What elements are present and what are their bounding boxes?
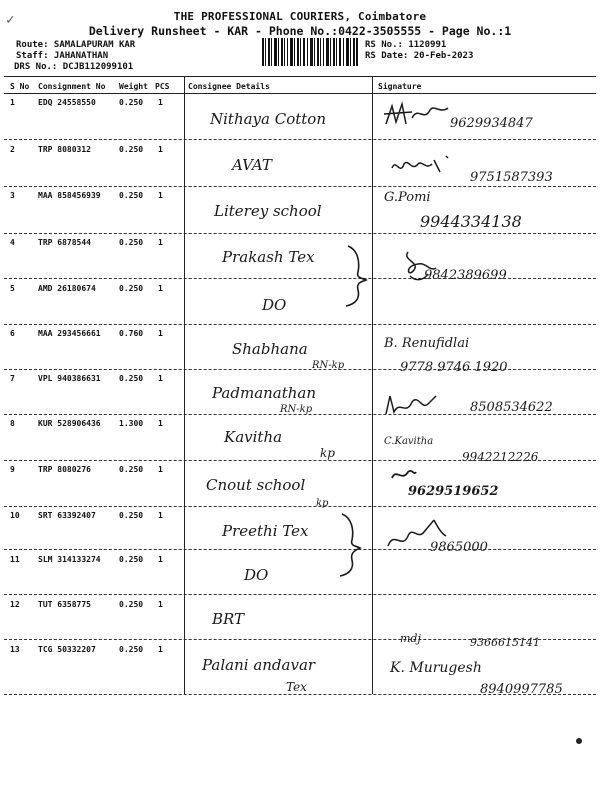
row-11-sno: 11 [10, 555, 20, 564]
row-7-sno: 7 [10, 374, 15, 383]
row-7-note: RN-kp [280, 404, 313, 415]
signature-scribble-4 [400, 246, 440, 286]
row-8-note: kp [320, 446, 335, 460]
row-3-consignment: MAA 858456939 [38, 191, 101, 200]
row-2-consignee: AVAT [232, 156, 272, 174]
row-13-weight: 0.250 [119, 645, 144, 654]
row-12-consignment: TUT 6358775 [38, 600, 91, 609]
row-12-consignee: BRT [212, 610, 245, 628]
row-6-sno: 6 [10, 329, 15, 338]
row-8-signature: C.Kavitha [384, 436, 434, 447]
row-13-sno: 13 [10, 645, 20, 654]
row-12-sno: 12 [10, 600, 20, 609]
row-5-pcs: 1 [158, 284, 163, 293]
row-9-pcs: 1 [158, 465, 163, 474]
consignee-column-divider [184, 76, 185, 694]
row-10-divider [4, 549, 596, 550]
row-4-consignee: Prakash Tex [222, 248, 315, 266]
row-8-divider [4, 460, 596, 461]
row-7-divider [4, 414, 596, 415]
table-header-border [4, 93, 596, 94]
row-11-weight: 0.250 [119, 555, 144, 564]
row-1-weight: 0.250 [119, 98, 144, 107]
row-4-phone: 9842389699 [424, 268, 507, 283]
row-6-consignee: Shabhana [232, 340, 308, 358]
row-4-pcs: 1 [158, 238, 163, 247]
row-12-weight: 0.250 [119, 600, 144, 609]
row-10-consignee: Preethi Tex [222, 522, 309, 540]
row-2-pcs: 1 [158, 145, 163, 154]
row-4-weight: 0.250 [119, 238, 144, 247]
row-8-sno: 8 [10, 419, 15, 428]
company-title: THE PROFESSIONAL COURIERS, Coimbatore [173, 10, 427, 23]
row-4-divider [4, 278, 596, 279]
row-9-consignee: Cnout school [206, 476, 306, 494]
row-7-consignment: VPL 940386631 [38, 374, 101, 383]
col-consignee: Consignee Details [188, 82, 270, 91]
row-3-divider [4, 233, 596, 234]
row-3-phone: 9944334138 [420, 212, 522, 231]
row-11-consignee: DO [244, 566, 269, 584]
row-13-consignment: TCG 50332207 [38, 645, 96, 654]
row-10-consignment: SRT 63392407 [38, 511, 96, 520]
runsheet-subtitle: Delivery Runsheet - KAR - Phone No.:0422-3505555 - Page No.:1 [88, 24, 512, 38]
drs-number: DRS No.: DCJB112099101 [14, 62, 134, 72]
row-6-note: RN-kp [312, 360, 345, 371]
col-sno: S No [10, 82, 30, 91]
row-10-weight: 0.250 [119, 511, 144, 520]
row-2-phone: 9751587393 [470, 170, 553, 185]
row-1-pcs: 1 [158, 98, 163, 107]
rs-date: RS Date: 20-Feb-2023 [365, 51, 474, 61]
row-3-signature: G.Pomi [384, 190, 431, 205]
row-10-sno: 10 [10, 511, 20, 520]
row-5-consignment: AMD 26180674 [38, 284, 96, 293]
footer-dot [576, 738, 582, 744]
row-9-phone: 9629519652 [408, 484, 499, 499]
row-3-pcs: 1 [158, 191, 163, 200]
row-8-weight: 1.300 [119, 419, 144, 428]
row-8-phone: 9942212226 [462, 450, 539, 464]
signature-column-divider [372, 76, 373, 694]
row-2-sno: 2 [10, 145, 15, 154]
row-1-phone: 9629934847 [450, 116, 533, 131]
col-weight: Weight [119, 82, 148, 91]
row-3-consignee: Literey school [214, 202, 322, 220]
signature-scribble-1 [382, 100, 452, 132]
row-13-phone: 8940997785 [480, 682, 563, 697]
signature-scribble-7 [382, 390, 442, 420]
row-3-sno: 3 [10, 191, 15, 200]
row-5-divider [4, 324, 596, 325]
row-12-phone: 9366615141 [470, 636, 540, 649]
row-13-divider [4, 694, 596, 695]
row-10-pcs: 1 [158, 511, 163, 520]
row-11-pcs: 1 [158, 555, 163, 564]
row-10-phone: 9865000 [430, 540, 488, 555]
row-8-consignee: Kavitha [224, 428, 283, 446]
row-13-pcs: 1 [158, 645, 163, 654]
row-6-weight: 0.760 [119, 329, 144, 338]
bracket-mark-2 [338, 512, 362, 578]
row-9-divider [4, 506, 596, 507]
row-4-sno: 4 [10, 238, 15, 247]
row-13-consignee: Palani andavar [202, 656, 316, 674]
row-5-consignee: DO [262, 296, 287, 314]
col-pcs: PCS [155, 82, 170, 91]
row-6-signature: B. Renufidlai [384, 336, 470, 351]
margin-tick-mark: ✓ [6, 12, 15, 28]
row-9-consignment: TRP 8080276 [38, 465, 91, 474]
row-1-divider [4, 139, 596, 140]
row-13-note: Tex [286, 680, 307, 694]
row-1-consignee: Nithaya Cotton [210, 110, 326, 128]
row-6-phone: 9778 9746 1920 [400, 360, 508, 375]
row-5-sno: 5 [10, 284, 15, 293]
row-6-pcs: 1 [158, 329, 163, 338]
col-consignment: Consignment No [38, 82, 106, 91]
bracket-mark [344, 244, 370, 308]
row-8-pcs: 1 [158, 419, 163, 428]
signature-scribble-2 [388, 150, 458, 180]
row-6-divider [4, 369, 596, 370]
row-9-note: kp [316, 498, 329, 509]
signature-scribble-9 [388, 464, 418, 484]
row-1-consignment: EDQ 24558550 [38, 98, 96, 107]
row-13-signature: K. Murugesh [390, 660, 482, 676]
row-7-consignee: Padmanathan [212, 384, 317, 402]
route-label: Route: SAMALAPURAM KAR [16, 40, 136, 50]
barcode-image [262, 38, 358, 66]
row-7-phone: 8508534622 [470, 400, 553, 415]
table-top-border [4, 76, 596, 77]
row-2-weight: 0.250 [119, 145, 144, 154]
row-3-weight: 0.250 [119, 191, 144, 200]
row-11-consignment: SLM 314133274 [38, 555, 101, 564]
col-signature: Signature [378, 82, 422, 91]
row-11-divider [4, 594, 596, 595]
row-5-weight: 0.250 [119, 284, 144, 293]
row-12-pcs: 1 [158, 600, 163, 609]
staff-label: Staff: JAHANATHAN [16, 51, 109, 61]
row-2-divider [4, 186, 596, 187]
rs-number: RS No.: 1120991 [365, 40, 447, 50]
row-2-consignment: TRP 8080312 [38, 145, 91, 154]
row-1-sno: 1 [10, 98, 15, 107]
row-12-signature: mdj [400, 632, 421, 645]
row-8-consignment: KUR 528906436 [38, 419, 101, 428]
row-6-consignment: MAA 293456661 [38, 329, 101, 338]
row-4-consignment: TRP 6878544 [38, 238, 91, 247]
row-7-weight: 0.250 [119, 374, 144, 383]
row-9-weight: 0.250 [119, 465, 144, 474]
signature-scribble-10 [384, 516, 448, 556]
row-9-sno: 9 [10, 465, 15, 474]
row-7-pcs: 1 [158, 374, 163, 383]
